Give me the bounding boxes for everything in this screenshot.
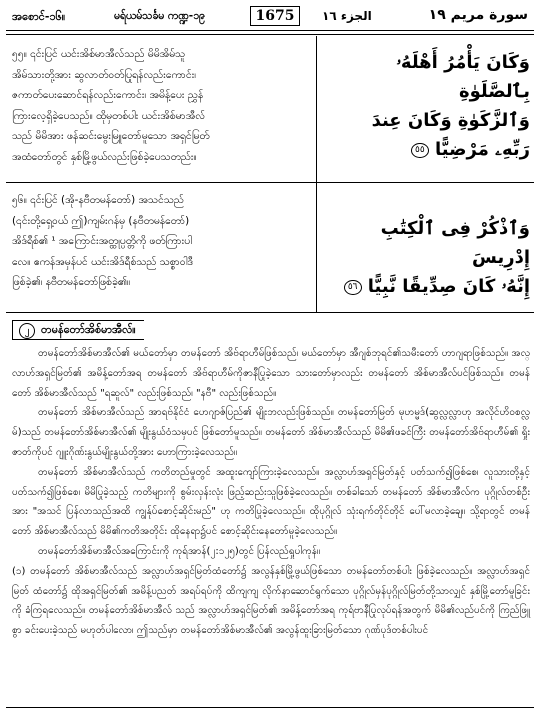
verse-56-arabic — [324, 214, 530, 301]
page-number: 1675 — [250, 6, 300, 26]
commentary-paragraph: တမန်တော်အိစ်မာအီလ်၏ မယ်တော်မှာ တမန်တော် အိဗ်ရာဟီမ်ဖြစ်သည်၊ မယ်တော်မှာ အီဂျစ်ဘုရင်၏သမီးတော် ဟာဂျရာဖြစ်သည်။ အလ္လာဟ်အရှင်မြတ်၏ အမိန့်တော်အရ တမန်တော် အိဗ်ရာဟီမ်ကိုဇာနီပြုခဲ့သော သားတော်မှာလည်း တမန်တော် အိစ်မာအီလ်ပင်ဖြစ်သည်။ တမန်တော် အိစ်မာအီလ်သည် "ရဆူလ်" လည်းဖြစ်သည်၊ "နဗီ" လည်းဖြစ်သည်။ — [12, 348, 530, 399]
header-rule-thin — [6, 34, 534, 35]
commentary-paragraph: တမန်တော်အိစ်မာအီလ်အကြောင်းကို ကုရ်အာန်(၂:၁၂၅)တွင် ပြန်လည်ရှုပါကုန်။ — [38, 545, 320, 557]
page-header — [6, 4, 534, 30]
surah-label-burmese: မရ်ယမ်သင်္ခမ ကဏ္ဍ-၁၉ — [114, 10, 205, 22]
translation-line: (၎င်းတို့ရှေ့ဝယ် ဤ)ကျမ်းဂန်မှ (နဗီတမန်တော်) — [12, 214, 190, 227]
footer-rule — [6, 707, 534, 708]
arabic-line-last — [324, 135, 530, 164]
arabic-line: وَٱذْكُرْ فِى ٱلْكِتَٰبِ إِدْرِيسَ — [380, 218, 530, 268]
verse-divider — [6, 182, 534, 183]
commentary-paragraph: (၁) တမန်တော် အိစ်မာအီလ်သည် အလ္လာဟ်အရှင်မြတ်ထံတော်၌ အလွန်နှစ်မြို့ဖွယ်ဖြစ်သော တမန်တော်တစ်ပါး ဖြစ်ခဲ့လေသည်။ အလ္လာဟ်အရှင်မြတ် ထံတော်၌ ထိုအရှင်မြတ်၏ အမိန့်ပညတ် အရပ်ရပ်ကို ထိကျကျ လိုက်နာဆောင်ရွက်သော ပုဂ္ဂိုလ်မှန်ပုဂ္ဂိုလ်မြတ်တို့သာလျှင် နှစ်မြို့တော်မူခြင်းကို ခံကြရလေသည်။ တမန်တော်အိစ်မာအီလ် သည် အလ္လာဟ်အရှင်မြတ်၏ အမိန့်တော်အရ ကုရ်ဗာနီပြုလုပ်ရန်အတွက် မိမိ၏လည်ပင်ကို ကြည်ဖြူစွာ ခင်းပေးခဲ့သည် မဟုတ်ပါလော၊ ဤသည်မှာ တမန်တော်အိစ်မာအီလ်၏ အလွန်ထူးခြားမြတ်သော ဂုဏ်ပုဒ်တစ်ပါးပင် — [12, 565, 530, 637]
translation-line: ၅၅။ ၎င်းပြင် ယင်းအိစ်မာအီလ်သည် မိမိအိမ်သူ — [12, 48, 186, 60]
translation-line: လေ။ ဧကန်အမှန်ပင် ယင်းအိဒ်ရီစ်သည် သစ္စာဝါဒီ — [12, 255, 193, 268]
translation-line: အထံတော်တွင် နှစ်မြို့ဖွယ်လည်းဖြစ်ခဲ့ပေသတည်း။ — [12, 150, 197, 163]
commentary-paragraph: တမန်တော် အိစ်မာအီလ်သည် အာရဗ်နိုင်ငံ ဟေဂျာဇ်ပြည်၏ မျိုးဘလည်းဖြစ်သည်။ တမန်တော်မြတ် မုဟမ္မဒ်(ဆွလ္လလ္လာဟု အလိုင်ဟိဝစလ္လမ်)သည် တမန်တော်အိစ်မာအီလ်၏ မျိုးနွယ်ဝံသမှပင် ဖြစ်တော်မူသည်။ တမန်တော် အိစ်မာအီလ်သည် မိမိ၏ဖခင်ကြီး တမန်တော်အိဗ်ရာဟီမ်၏ ရှိုးဇာတ်ကိုပင် ဂျူးဂိုဏ်းနွယ်မျိုးနွယ်တို့အား ဟောကြားခဲ့လေသည်။ — [12, 407, 530, 458]
translation-line: အိမ်သားတို့အား ဆွလာတ်ဝတ်ပြုရန်လည်းကောင်း၊ — [12, 68, 196, 81]
translation-line: ၅၆။ ၎င်းပြင် (အို-နဗီတမန်တော်) အသင်သည် — [12, 194, 184, 206]
arabic-line: وَكَانَ يَأْمُرُ أَهْلَهُۥ بِٱلصَّلَوٰةِ — [396, 52, 530, 102]
arabic-line: رَبِّهِۦ مَرْضِيًّا — [435, 139, 530, 160]
verse-56-translation — [12, 190, 308, 293]
part-label-burmese: အစောင်-၁၆။ — [12, 10, 66, 23]
commentary-rule — [6, 312, 534, 313]
page — [6, 4, 534, 708]
commentary-body — [12, 344, 530, 641]
translation-line: ဇကာတ်ပေးဆောင်ရန်လည်းကောင်း၊ အမိန့်ပေး ညွှန် — [12, 89, 204, 102]
translation-line: ကြားလေ့ရှိခဲ့ပေသည်။ ထိုမှတစ်ပါး ယင်းအိစ်မာအီလ် — [12, 109, 206, 122]
translation-line: သည် မိမိအား ဖန်ဆင်းမွေးမြူတော်မူသော အရှင်မြတ် — [12, 130, 210, 143]
arabic-line: إِنَّهُۥ كَانَ صِدِّيقًا نَّبِيًّا — [367, 276, 530, 297]
verse-number-mark: ٥٦ — [344, 280, 362, 295]
commentary-heading — [12, 320, 144, 340]
arabic-line: وَٱلزَّكَوٰةِ وَكَانَ عِندَ — [371, 110, 530, 131]
footnote-number: ၂ — [19, 323, 35, 339]
verse-55-arabic — [324, 48, 530, 164]
verse-55-translation — [12, 44, 308, 168]
juz-label-arabic: الجزء ١٦ — [322, 9, 372, 23]
commentary-paragraph: တမန်တော် အိစ်မာအီလ်သည် ကတိတည်မှုတွင် အထူးကျော်ကြားခဲ့လေသည်။ အလ္လာဟ်အရှင်မြတ်နှင့် ပတ်သက်၍ဖြစ်စေ၊ လူသားတို့နှင့်ပတ်သက်၍ဖြစ်စေ၊ မိမိပြုခဲ့သည့် ကတိများကို စွမ်းလှန်းလုံး ဖြည့်ဆည်းသူဖြစ်ခဲ့လေသည်။ တစ်ခါသော် တမန်တော် အိစ်မာအီလ်က ပုဂ္ဂိုလ်တစ်ဦးအား "အသင် ပြန်လာသည်အထိ ကျွန်ုပ်စောင့်ဆိုင်းမည်" ဟု ကတိပြုခဲ့လေသည်။ ထိုပုဂ္ဂိုလ် သုံးရက်တိုင်တိုင် ပေါ်မလာခဲ့ချေ။ သို့ရာတွင် တမန်တော် အိစ်မာအီလ်သည် မိမိ၏ကတိအတိုင်း ထိုနေရာ၌ပင် စောင့်ဆိုင်းနေတော်မူခဲ့လေသည်။ — [12, 466, 530, 538]
commentary-heading-text: တမန်တော်အိစ်မာအီလ်။ — [41, 323, 136, 336]
translation-line: ဖြစ်ခဲ့၏၊ နဗီတမန်တော်ဖြစ်ခဲ့၏။ — [12, 276, 131, 289]
translation-line: အိဒ်ရီစ်၏ ¹ အကြောင်းအတ္ထုပ္ပတ္တိကို ဖတ်ကြားပါ — [12, 235, 193, 248]
arabic-line-last — [324, 272, 530, 301]
header-rule — [6, 30, 534, 31]
verse-number-mark: ٥٥ — [411, 143, 429, 158]
surah-label-arabic: سورة مريم ١٩ — [428, 7, 528, 23]
column-separator — [316, 36, 317, 312]
